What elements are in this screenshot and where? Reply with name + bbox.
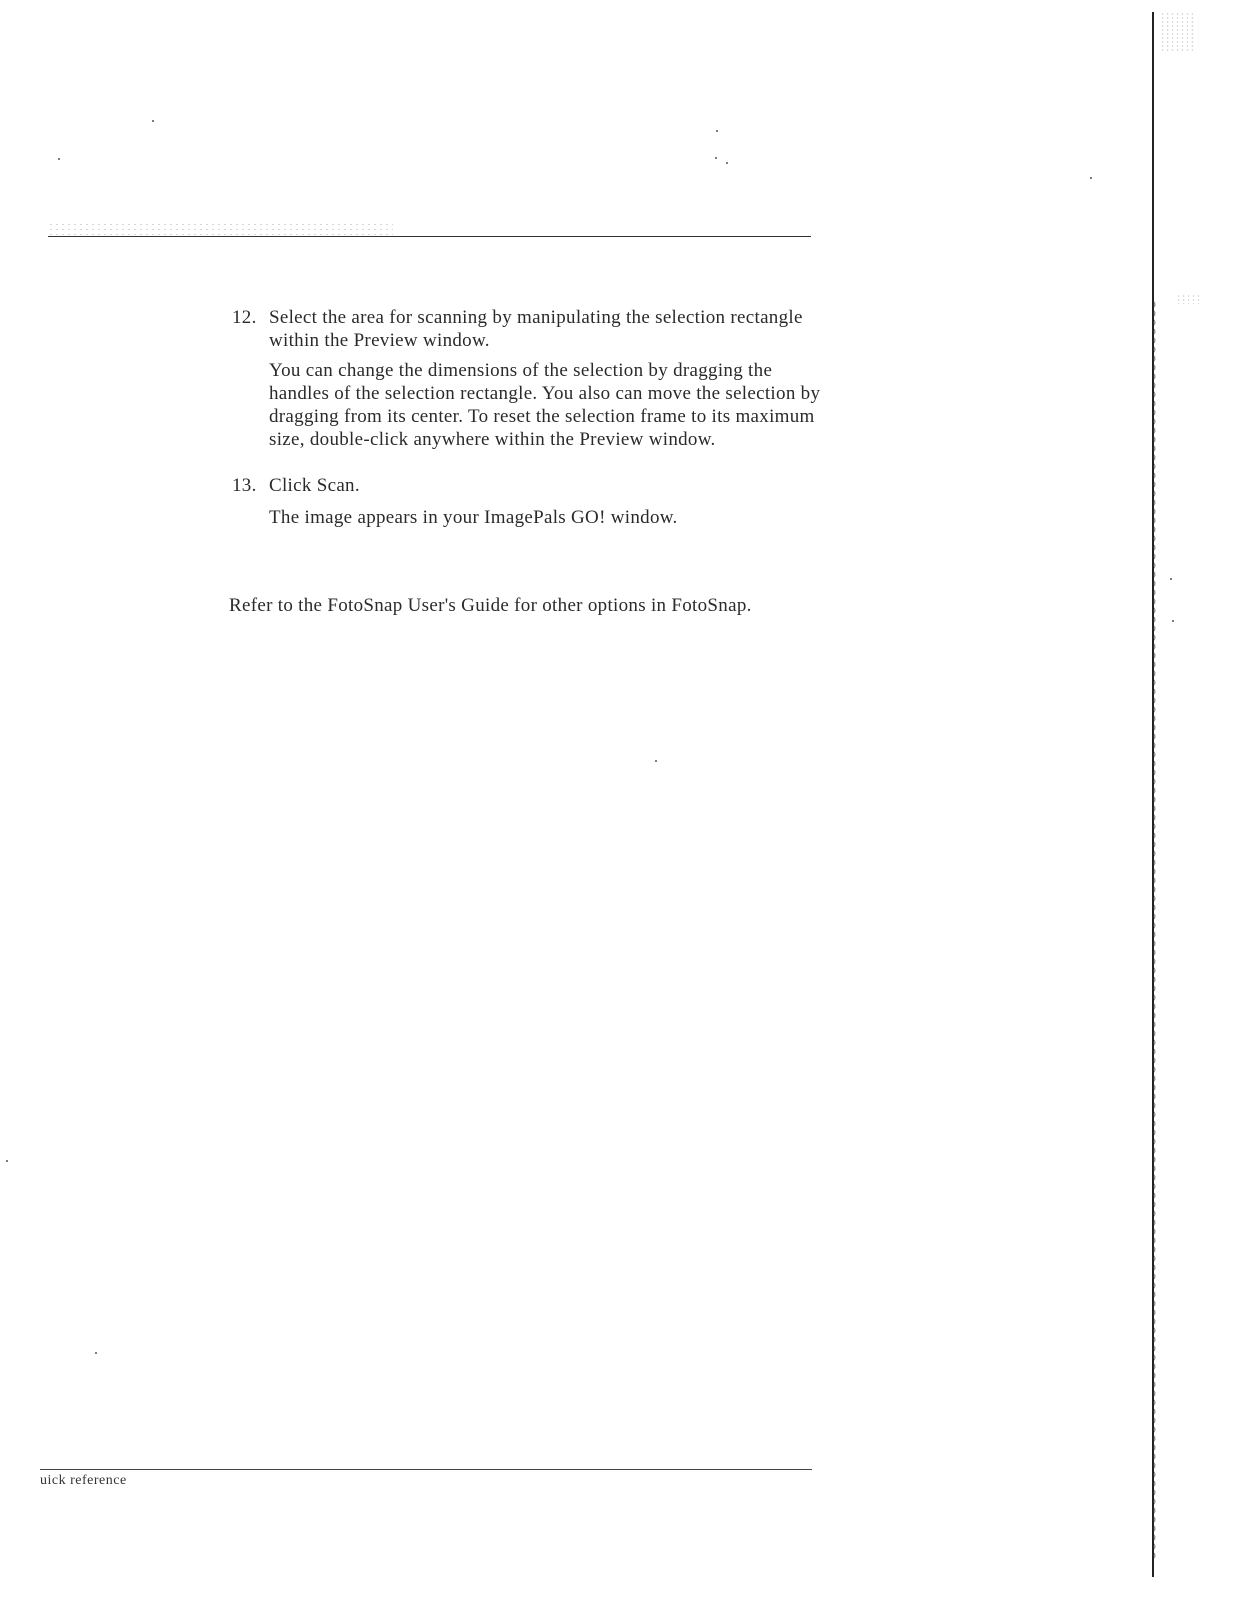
header-rule <box>48 236 811 237</box>
scan-speck <box>95 1352 97 1354</box>
instructions <box>232 306 832 529</box>
step-number: 13. <box>232 475 257 496</box>
scan-speck <box>58 158 60 160</box>
binding-edge-dots <box>1153 300 1156 1560</box>
scan-speck <box>715 157 717 159</box>
scan-speck <box>726 162 728 164</box>
scan-speck <box>1170 578 1172 580</box>
scan-speck <box>6 1160 8 1162</box>
step-detail: You can change the dimensions of the selection by dragging the handles of the selection rectangle. You also can move the selection by dragging from its center. To reset the selection frame to its maximum size, double-click anywhere within the Preview window. <box>269 360 821 450</box>
scan-speck <box>152 120 154 122</box>
step-13 <box>232 474 832 497</box>
edge-smudge-top <box>1160 12 1196 52</box>
scan-speck <box>1172 620 1174 622</box>
scan-speck <box>1090 177 1092 179</box>
header-noise <box>48 222 393 236</box>
edge-smudge-mid <box>1176 294 1200 304</box>
footer-label: uick reference <box>40 1473 127 1488</box>
scan-speck <box>716 130 718 132</box>
footer-rule <box>40 1469 812 1470</box>
refer-note: Refer to the FotoSnap User's Guide for other options in FotoSnap. <box>229 595 752 616</box>
step-detail: The image appears in your ImagePals GO! window. <box>269 507 678 528</box>
step-text: Select the area for scanning by manipulating the selection rectangle within the Preview window. <box>269 307 803 351</box>
step-number: 12. <box>232 307 257 328</box>
step-13-block <box>232 474 832 529</box>
step-text: Click Scan. <box>269 475 360 496</box>
scan-speck <box>655 760 657 762</box>
step-12 <box>232 306 832 352</box>
